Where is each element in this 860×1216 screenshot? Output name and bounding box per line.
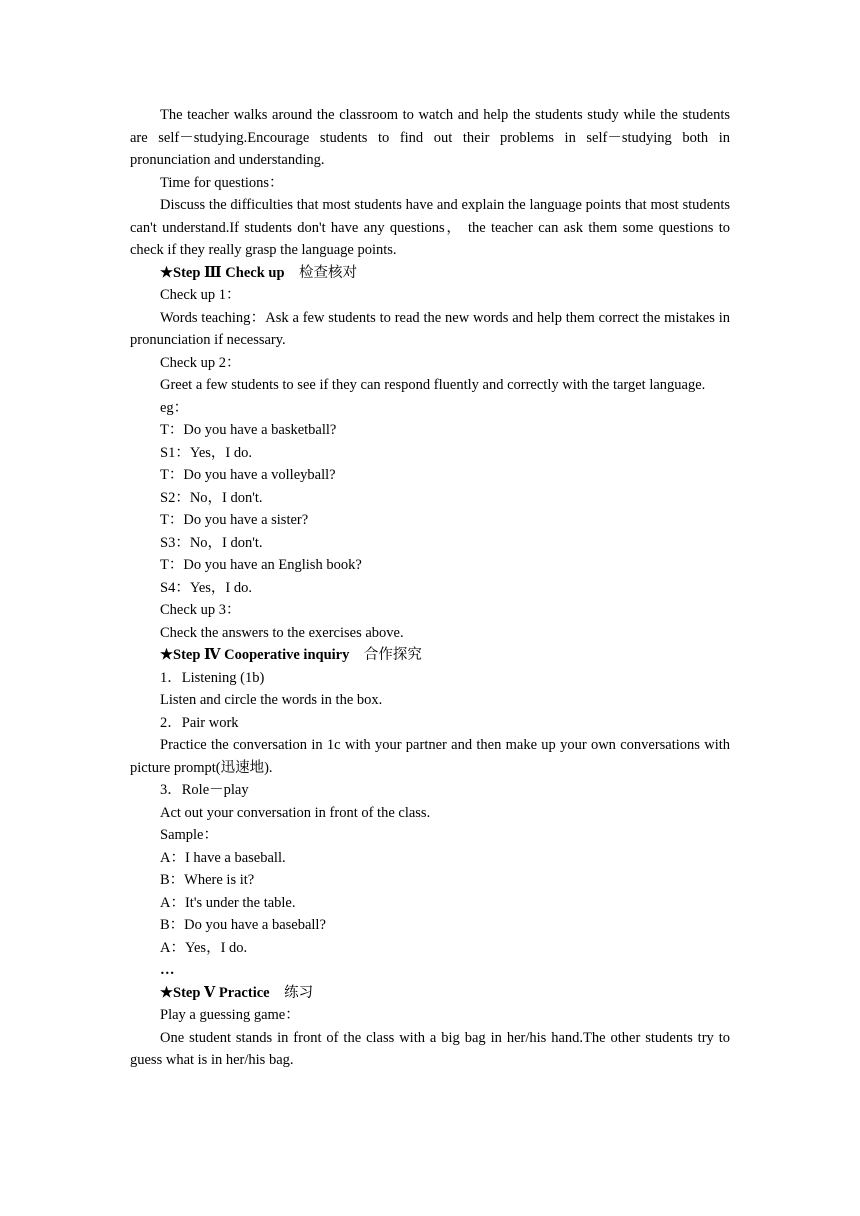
body-paragraph: The teacher walks around the classroom to watch and help the students study while the students are self－studying.Encourage students to find out their problems in self－studying both in pronunciation and understanding. [130,107,730,168]
text-line: A：I have a baseball. [160,849,286,866]
text-line: T：Do you have a basketball? [160,422,337,438]
body-paragraph: Discuss the difficulties that most students have and explain the language points that most students can't understand.If students don't have any questions， the teacher can ask them some questions to check if they really grasp the language points. [130,197,730,258]
text-line: Check up 3： [160,602,241,618]
text-line: S2：No，I don't. [160,489,263,506]
step-heading [130,982,730,1005]
text-line: Time for questions： [160,174,284,191]
text-line: Listen and circle the words in the box. [160,692,383,708]
step-heading [130,644,730,667]
text-line: S4：Yes，I do. [160,579,252,596]
text-line: Check the answers to the exercises above. [160,624,404,641]
text-line: T：Do you have a volleyball? [160,467,336,483]
text-line: Play a guessing game： [160,1007,300,1023]
text-line: B：Do you have a baseball? [160,917,326,933]
text-line: S3：No，I don't. [160,534,263,551]
text-line: 3．Role－play [160,782,249,798]
text-line: T：Do you have a sister? [160,512,309,528]
text-line: A：Yes，I do. [160,939,248,956]
text-line: 2．Pair work [160,714,239,731]
step-heading [130,262,730,285]
body-paragraph: One student stands in front of the class with a big bag in her/his hand.The other students try to guess what is in her/his bag. [130,1029,730,1068]
text-line: A：It's under the table. [160,894,296,911]
text-line: Sample： [160,827,218,843]
text-line: Act out your conversation in front of the class. [160,804,431,821]
body-paragraph: Practice the conversation in 1c with your partner and then make up your own conversations with picture prompt(迅速地). [130,737,730,776]
text-line: Check up 2： [160,354,241,371]
step-heading-subtitle: 合作探究 [349,647,422,663]
text-line: T：Do you have an English book? [160,557,362,573]
text-line: 1．Listening (1b) [160,669,265,686]
text-line: eg： [160,399,189,416]
text-line: B：Where is it? [160,872,255,888]
body-paragraph: Greet a few students to see if they can respond fluently and correctly with the target language. [160,377,706,393]
step-heading-title: ★Step Ⅴ Practice [160,984,270,1001]
step-heading-subtitle: 练习 [269,984,314,1001]
step-heading-subtitle: 检查核对 [284,264,358,281]
text-line: Check up 1： [160,287,241,303]
step-heading-title: ★Step Ⅳ Cooperative inquiry [160,647,350,663]
body-paragraph: Words teaching：Ask a few students to read the new words and help them correct the mistakes in pronunciation if necessary. [130,309,730,348]
ellipsis-line: … [160,962,175,978]
lesson-body [130,104,730,1072]
text-line: S1：Yes，I do. [160,444,252,461]
step-heading-title: ★Step Ⅲ Check up [160,264,285,281]
